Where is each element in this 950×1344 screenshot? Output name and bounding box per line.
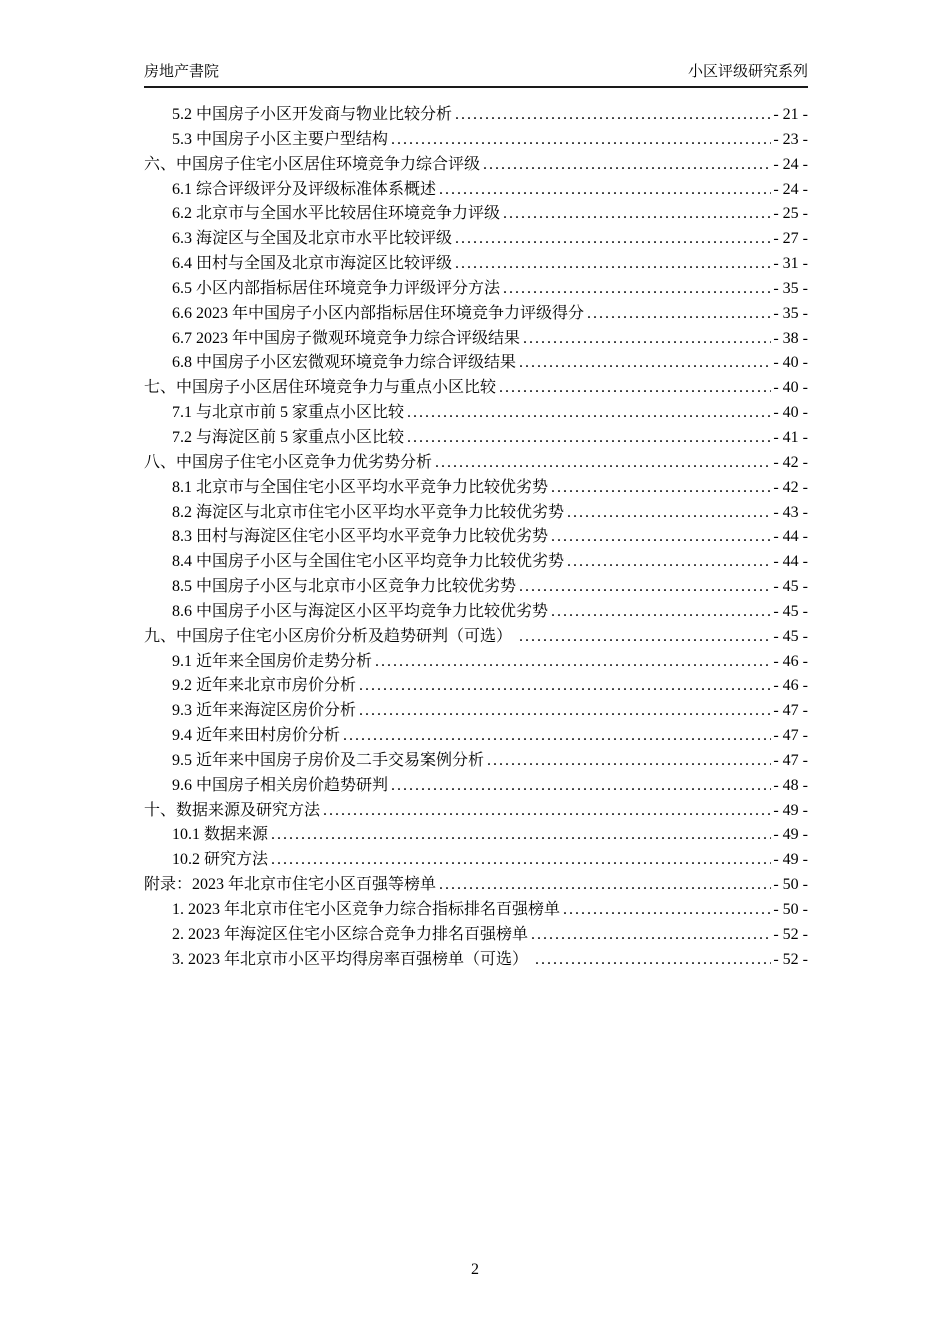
toc-dot-leader (503, 277, 771, 302)
toc-entry-label: 10.2 研究方法 (172, 851, 269, 869)
toc-dot-leader (487, 749, 771, 774)
toc-entry-page: - 45 - (773, 578, 808, 596)
toc-entry-page: - 24 - (773, 180, 808, 198)
toc-dot-leader (551, 525, 771, 550)
toc-entry-label: 6.1 综合评级评分及评级标准体系概述 (172, 180, 437, 198)
toc-entry-page: - 41 - (773, 428, 808, 446)
toc-entry[interactable] (144, 749, 808, 774)
toc-entry-page: - 50 - (773, 876, 808, 894)
toc-entry-label: 8.5 中国房子小区与北京市小区竞争力比较优劣势 (172, 578, 517, 596)
toc-dot-leader (407, 401, 771, 426)
toc-entry-label: 8.3 田村与海淀区住宅小区平均水平竞争力比较优劣势 (172, 528, 549, 546)
toc-entry[interactable] (144, 948, 808, 973)
toc-entry[interactable] (144, 178, 808, 203)
toc-entry-page: - 40 - (773, 379, 808, 397)
toc-entry-label: 6.3 海淀区与全国及北京市水平比较评级 (172, 230, 453, 248)
toc-dot-leader (567, 501, 771, 526)
toc-entry-label: 9.2 近年来北京市房价分析 (172, 677, 357, 695)
toc-entry-page: - 46 - (773, 677, 808, 695)
toc-entry-label: 6.6 2023 年中国房子小区内部指标居住环境竞争力评级得分 (172, 304, 585, 322)
toc-entry-label: 6.5 小区内部指标居住环境竞争力评级评分方法 (172, 279, 501, 297)
toc-dot-leader (499, 376, 771, 401)
toc-entry[interactable] (144, 575, 808, 600)
toc-entry[interactable] (144, 252, 808, 277)
toc-entry-page: - 40 - (773, 354, 808, 372)
toc-dot-leader (519, 625, 771, 650)
toc-entry[interactable] (144, 128, 808, 153)
toc-entry[interactable] (144, 476, 808, 501)
toc-entry-label: 6.7 2023 年中国房子微观环境竞争力综合评级结果 (172, 329, 521, 347)
toc-dot-leader (439, 873, 771, 898)
toc-entry[interactable] (144, 550, 808, 575)
table-of-contents (144, 103, 808, 973)
toc-entry-label: 6.8 中国房子小区宏微观环境竞争力综合评级结果 (172, 354, 517, 372)
header-left-title: 房地产書院 (144, 63, 220, 80)
toc-entry-label: 5.2 中国房子小区开发商与物业比较分析 (172, 106, 453, 123)
page-number: 2 (471, 1261, 479, 1278)
toc-dot-leader (391, 128, 771, 153)
toc-entry[interactable] (144, 600, 808, 625)
toc-entry-page: - 31 - (773, 255, 808, 273)
toc-dot-leader (563, 898, 771, 923)
toc-dot-leader (271, 848, 771, 873)
toc-dot-leader (435, 451, 771, 476)
toc-entry[interactable] (144, 774, 808, 799)
toc-dot-leader (587, 302, 771, 327)
toc-dot-leader (483, 153, 771, 178)
toc-entry-label: 3. 2023 年北京市小区平均得房率百强榜单（可选） (172, 950, 533, 968)
toc-entry-label: 9.6 中国房子相关房价趋势研判 (172, 776, 389, 794)
toc-dot-leader (551, 476, 771, 501)
toc-entry-label: 5.3 中国房子小区主要户型结构 (172, 130, 389, 148)
toc-entry[interactable] (144, 327, 808, 352)
toc-entry-page: - 52 - (773, 950, 808, 968)
toc-entry-label: 6.2 北京市与全国水平比较居住环境竞争力评级 (172, 205, 501, 223)
toc-entry-label: 附录：2023 年北京市住宅小区百强等榜单 (144, 876, 437, 894)
toc-entry-page: - 47 - (773, 702, 808, 720)
toc-entry-label: 8.1 北京市与全国住宅小区平均水平竞争力比较优劣势 (172, 478, 549, 496)
toc-entry[interactable] (144, 451, 808, 476)
toc-entry[interactable] (144, 699, 808, 724)
toc-entry[interactable] (144, 376, 808, 401)
toc-entry[interactable] (144, 153, 808, 178)
toc-entry-page: - 24 - (773, 155, 808, 173)
toc-entry[interactable] (144, 848, 808, 873)
toc-dot-leader (551, 600, 771, 625)
toc-dot-leader (503, 202, 771, 227)
toc-entry[interactable] (144, 302, 808, 327)
toc-dot-leader (391, 774, 771, 799)
toc-entry-page: - 25 - (773, 205, 808, 223)
toc-entry-page: - 46 - (773, 652, 808, 670)
toc-dot-leader (535, 948, 771, 973)
toc-entry-label: 八、中国房子住宅小区竞争力优劣势分析 (144, 453, 433, 471)
toc-dot-leader (407, 426, 771, 451)
toc-entry[interactable] (144, 277, 808, 302)
toc-entry[interactable] (144, 923, 808, 948)
toc-dot-leader (523, 327, 771, 352)
toc-entry[interactable] (144, 650, 808, 675)
header-right-title: 小区评级研究系列 (687, 63, 808, 80)
toc-entry-label: 十、数据来源及研究方法 (144, 801, 321, 819)
toc-entry-page: - 27 - (773, 230, 808, 248)
toc-entry-page: - 44 - (773, 528, 808, 546)
toc-entry[interactable] (144, 103, 808, 128)
toc-entry-page: - 47 - (773, 727, 808, 745)
toc-entry-page: - 35 - (773, 304, 808, 322)
toc-entry[interactable] (144, 525, 808, 550)
toc-entry-label: 10.1 数据来源 (172, 826, 269, 844)
toc-entry[interactable] (144, 799, 808, 824)
toc-dot-leader (359, 699, 771, 724)
toc-entry-label: 7.1 与北京市前 5 家重点小区比较 (172, 404, 405, 422)
toc-entry-label: 8.6 中国房子小区与海淀区小区平均竞争力比较优劣势 (172, 602, 549, 620)
toc-entry[interactable] (144, 401, 808, 426)
toc-entry-page: - 49 - (773, 801, 808, 819)
toc-dot-leader (567, 550, 771, 575)
toc-entry-label: 9.3 近年来海淀区房价分析 (172, 702, 357, 720)
toc-entry-label: 2. 2023 年海淀区住宅小区综合竞争力排名百强榜单 (172, 925, 529, 943)
toc-entry-page: - 23 - (773, 130, 808, 148)
toc-entry[interactable] (144, 873, 808, 898)
toc-entry[interactable] (144, 674, 808, 699)
toc-dot-leader (519, 351, 771, 376)
toc-dot-leader (531, 923, 771, 948)
toc-entry-page: - 45 - (773, 602, 808, 620)
toc-dot-leader (271, 823, 771, 848)
toc-entry-page: - 49 - (773, 851, 808, 869)
toc-entry-page: - 42 - (773, 453, 808, 471)
toc-entry-page: - 47 - (773, 751, 808, 769)
toc-entry-page: - 35 - (773, 279, 808, 297)
toc-dot-leader (519, 575, 771, 600)
toc-entry-page: - 42 - (773, 478, 808, 496)
toc-entry[interactable] (144, 501, 808, 526)
toc-entry-page: - 43 - (773, 503, 808, 521)
toc-dot-leader (455, 103, 771, 128)
toc-dot-leader (343, 724, 771, 749)
toc-entry-page: - 21 - (773, 106, 808, 123)
toc-entry-label: 9.5 近年来中国房子房价及二手交易案例分析 (172, 751, 485, 769)
toc-entry[interactable] (144, 426, 808, 451)
toc-entry-label: 1. 2023 年北京市住宅小区竞争力综合指标排名百强榜单 (172, 901, 561, 918)
toc-entry-label: 9.1 近年来全国房价走势分析 (172, 652, 373, 670)
page-footer (0, 1260, 950, 1280)
toc-entry-label: 九、中国房子住宅小区房价分析及趋势研判（可选） (144, 627, 517, 645)
page-header (144, 61, 808, 88)
toc-entry-page: - 38 - (773, 329, 808, 347)
toc-dot-leader (455, 252, 771, 277)
toc-entry-page: - 40 - (773, 404, 808, 422)
toc-entry-label: 六、中国房子住宅小区居住环境竞争力综合评级 (144, 155, 481, 173)
toc-entry[interactable] (144, 227, 808, 252)
toc-entry[interactable] (144, 898, 808, 923)
toc-entry-page: - 48 - (773, 776, 808, 794)
toc-entry-label: 8.2 海淀区与北京市住宅小区平均水平竞争力比较优劣势 (172, 503, 565, 521)
toc-dot-leader (375, 650, 771, 675)
toc-dot-leader (455, 227, 771, 252)
toc-dot-leader (439, 178, 771, 203)
toc-entry-label: 7.2 与海淀区前 5 家重点小区比较 (172, 428, 405, 446)
toc-entry-page: - 45 - (773, 627, 808, 645)
toc-entry-page: - 49 - (773, 826, 808, 844)
toc-entry[interactable] (144, 351, 808, 376)
toc-entry-label: 9.4 近年来田村房价分析 (172, 727, 341, 745)
toc-entry-label: 8.4 中国房子小区与全国住宅小区平均竞争力比较优劣势 (172, 553, 565, 571)
toc-dot-leader (359, 674, 771, 699)
toc-entry-page: - 44 - (773, 553, 808, 571)
toc-entry-page: - 52 - (773, 925, 808, 943)
toc-entry-label: 6.4 田村与全国及北京市海淀区比较评级 (172, 255, 453, 273)
toc-entry[interactable] (144, 823, 808, 848)
toc-entry-page: - 50 - (773, 901, 808, 918)
toc-entry[interactable] (144, 625, 808, 650)
toc-entry[interactable] (144, 202, 808, 227)
toc-entry-label: 七、中国房子小区居住环境竞争力与重点小区比较 (144, 379, 497, 397)
toc-dot-leader (323, 799, 771, 824)
toc-entry[interactable] (144, 724, 808, 749)
